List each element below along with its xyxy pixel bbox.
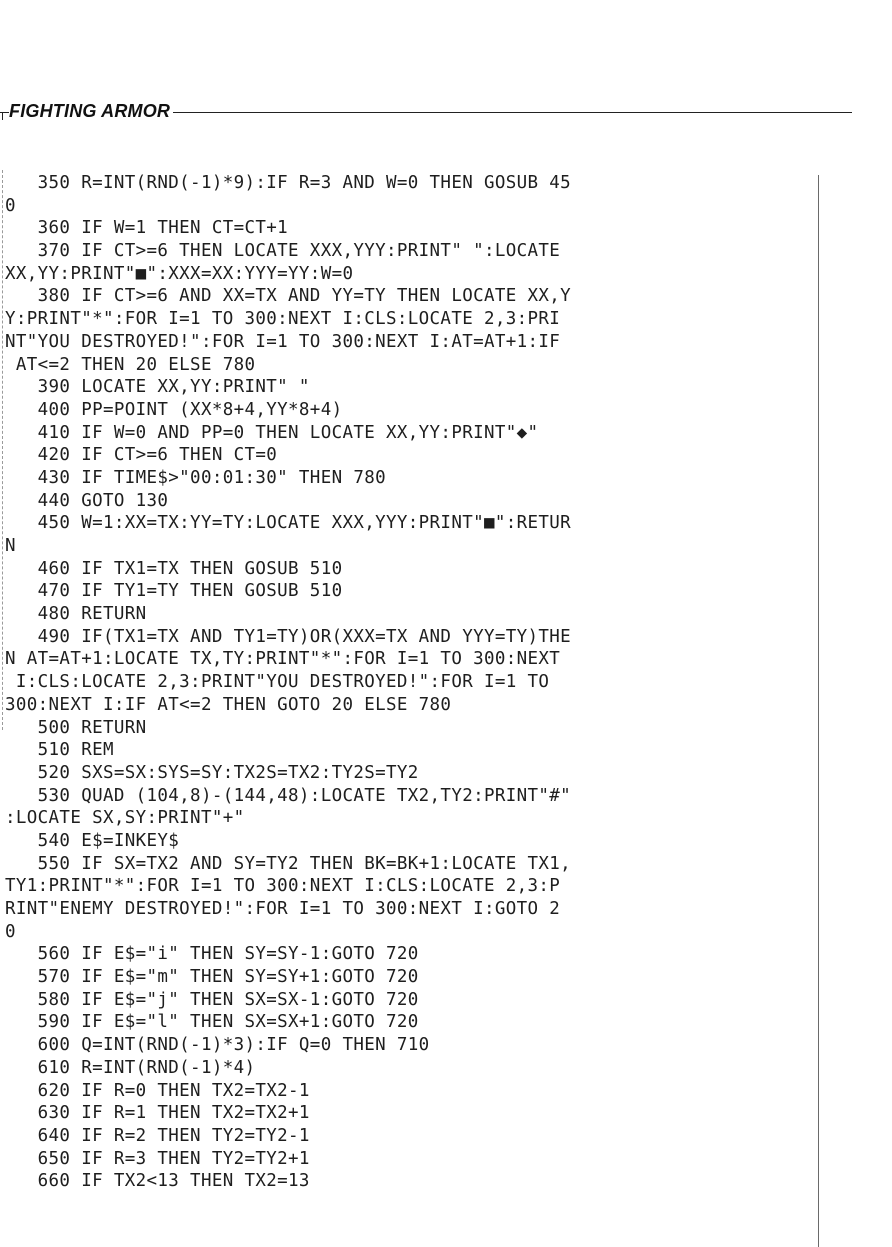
code-line: 410 IF W=0 AND PP=0 THEN LOCATE XX,YY:PRINT"◆" [5,422,539,443]
code-line: 500 RETURN [5,717,147,738]
code-line: 0 [5,921,16,942]
code-line: 450 W=1:XX=TX:YY=TY:LOCATE XXX,YYY:PRINT"■":RETUR [5,513,572,534]
code-line: 620 IF R=0 THEN TX2=TX2-1 [5,1080,310,1101]
code-line: 550 IF SX=TX2 AND SY=TY2 THEN BK=BK+1:LOCATE TX1, [5,853,572,874]
code-line: 630 IF R=1 THEN TX2=TX2+1 [5,1103,310,1124]
code-line: 350 R=INT(RND(-1)*9):IF R=3 AND W=0 THEN GOSUB 45 [5,173,572,193]
basic-code-listing [5,172,810,1193]
right-margin-line [818,175,819,1247]
code-line: NT"YOU DESTROYED!":FOR I=1 TO 300:NEXT I:AT=AT+1:IF [5,331,561,352]
code-line: 460 IF TX1=TX THEN GOSUB 510 [5,558,343,579]
code-line: AT<=2 THEN 20 ELSE 780 [5,354,256,375]
code-line: 520 SXS=SX:SYS=SY:TX2S=TX2:TY2S=TY2 [5,762,419,783]
page-title: FIGHTING ARMOR [9,100,173,122]
code-line: 590 IF E$="l" THEN SX=SX+1:GOTO 720 [5,1012,419,1033]
code-line: TY1:PRINT"*":FOR I=1 TO 300:NEXT I:CLS:LOCATE 2,3:P [5,876,561,897]
code-line: 660 IF TX2<13 THEN TX2=13 [5,1171,310,1192]
code-line: 430 IF TIME$>"00:01:30" THEN 780 [5,467,387,488]
code-line: 610 R=INT(RND(-1)*4) [5,1057,256,1078]
code-line: 360 IF W=1 THEN CT=CT+1 [5,218,289,239]
code-line: 470 IF TY1=TY THEN GOSUB 510 [5,581,343,602]
code-line: XX,YY:PRINT"■":XXX=XX:YYY=YY:W=0 [5,263,354,284]
code-line: 400 PP=POINT (XX*8+4,YY*8+4) [5,399,343,420]
code-line: 540 E$=INKEY$ [5,830,180,851]
code-line: 300:NEXT I:IF AT<=2 THEN GOTO 20 ELSE 780 [5,694,452,715]
code-line: 570 IF E$="m" THEN SY=SY+1:GOTO 720 [5,967,419,988]
code-line: 530 QUAD (104,8)-(144,48):LOCATE TX2,TY2:PRINT"#" [5,785,572,806]
code-line: 370 IF CT>=6 THEN LOCATE XXX,YYY:PRINT" ":LOCATE [5,241,561,262]
code-line: 650 IF R=3 THEN TY2=TY2+1 [5,1148,310,1169]
code-line: 390 LOCATE XX,YY:PRINT" " [5,377,310,398]
code-line: 510 REM [5,740,114,761]
code-line: 380 IF CT>=6 AND XX=TX AND YY=TY THEN LOCATE XX,Y [5,286,572,307]
code-line: :LOCATE SX,SY:PRINT"+" [5,808,245,829]
code-line: RINT"ENEMY DESTROYED!":FOR I=1 TO 300:NEXT I:GOTO 2 [5,899,561,919]
code-line: 440 GOTO 130 [5,490,169,511]
code-line: 560 IF E$="i" THEN SY=SY-1:GOTO 720 [5,944,419,965]
page-header [0,100,852,126]
code-line: 490 IF(TX1=TX AND TY1=TY)OR(XXX=TX AND YYY=TY)THE [5,626,572,647]
code-line: 580 IF E$="j" THEN SX=SX-1:GOTO 720 [5,989,419,1010]
code-line: N [5,536,16,556]
header-corner-tick [2,112,3,120]
code-line: 420 IF CT>=6 THEN CT=0 [5,445,278,466]
code-line: 640 IF R=2 THEN TY2=TY2-1 [5,1125,310,1146]
code-line: I:CLS:LOCATE 2,3:PRINT"YOU DESTROYED!":FOR I=1 TO [5,672,550,693]
code-line: 480 RETURN [5,604,147,625]
left-margin-line [2,170,3,730]
code-line: N AT=AT+1:LOCATE TX,TY:PRINT"*":FOR I=1 TO 300:NEXT [5,649,561,670]
code-line: Y:PRINT"*":FOR I=1 TO 300:NEXT I:CLS:LOCATE 2,3:PRI [5,309,561,330]
code-line: 600 Q=INT(RND(-1)*3):IF Q=0 THEN 710 [5,1035,430,1056]
code-line: 0 [5,195,16,216]
